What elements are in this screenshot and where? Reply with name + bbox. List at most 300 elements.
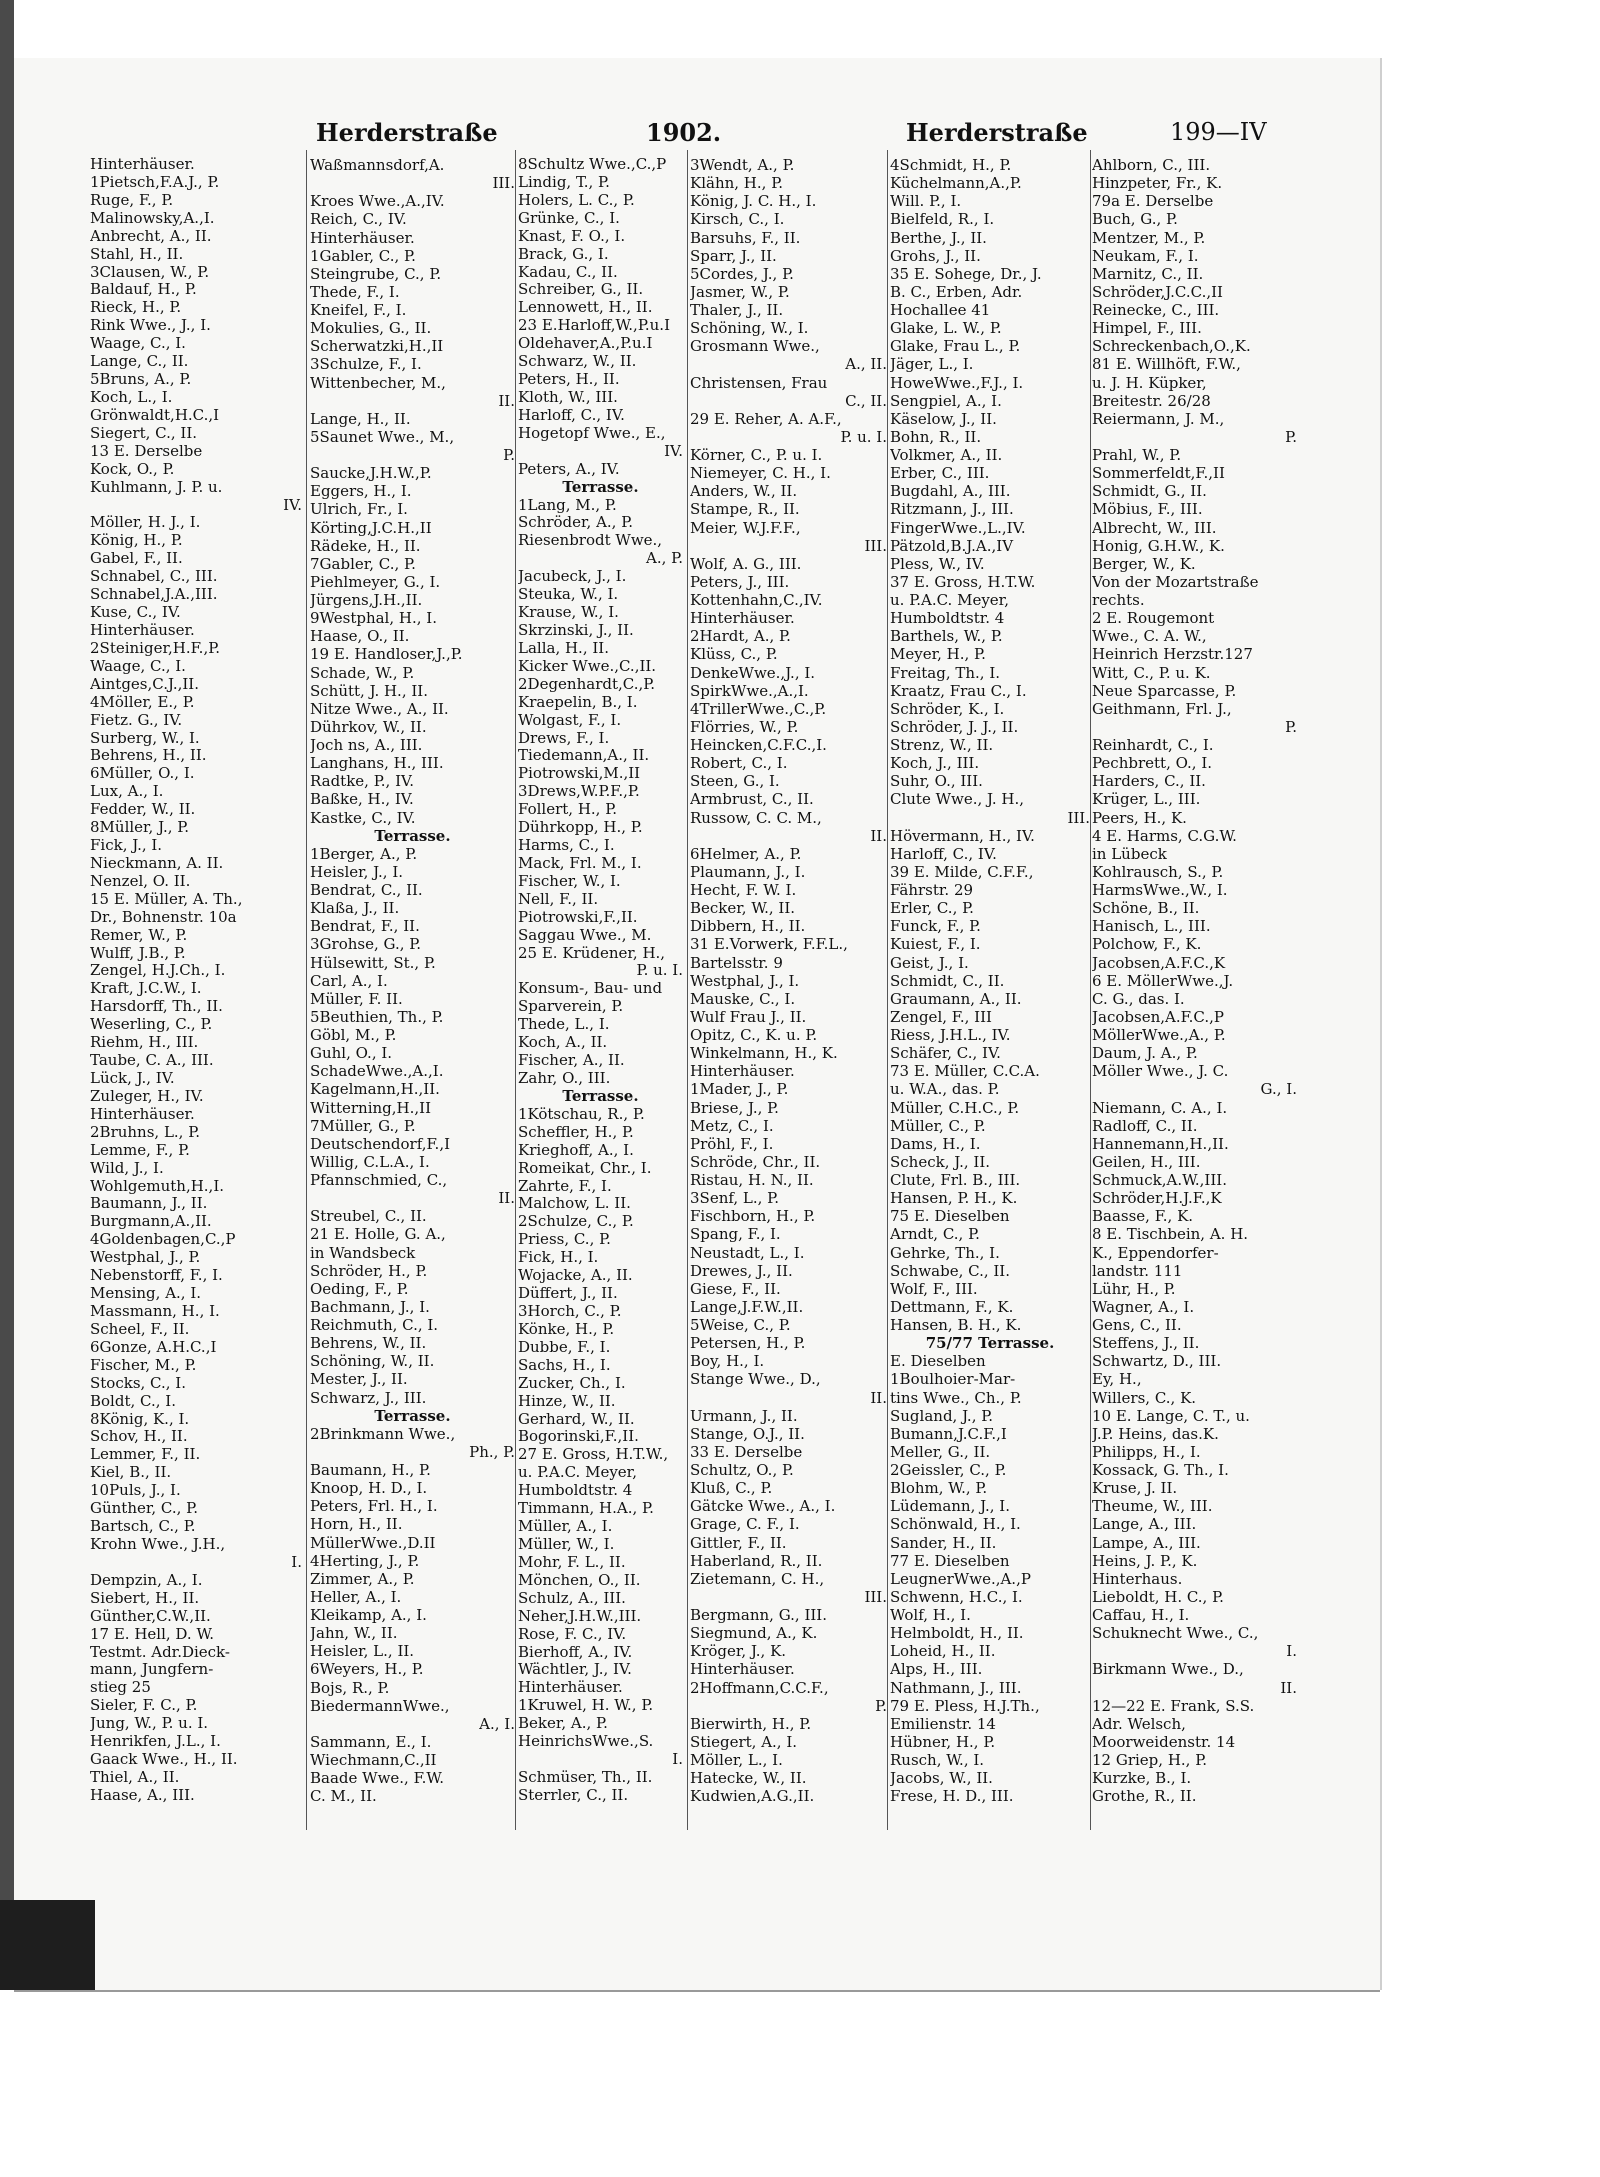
directory-entry: Russow, C. C. M.,: [690, 808, 822, 827]
directory-entry: Krieghoff, A., I.: [518, 1141, 634, 1159]
directory-entry: Müller, A., I.: [518, 1518, 613, 1536]
directory-entry: 3Clausen, W., P.: [90, 263, 210, 281]
directory-entry: Fischborn, H., P.: [690, 1207, 816, 1226]
directory-entry: Kudwien,A.G.,II.: [690, 1787, 815, 1806]
directory-entry: Schwabe, C., II.: [890, 1261, 1010, 1280]
directory-entry: Dührkopp, H., P.: [518, 819, 643, 837]
directory-entry: 1Berger, A., P.: [310, 844, 418, 863]
directory-entry: Koch, L., I.: [90, 388, 173, 406]
directory-entry: Waage, C., I.: [90, 657, 186, 675]
directory-entry: Krüger, L., III.: [1092, 790, 1201, 809]
directory-entry: Honig, G.H.W., K.: [1092, 536, 1225, 555]
directory-entry: Hinterhäuser.: [518, 1679, 623, 1697]
directory-entry: Geist, J., I.: [890, 953, 969, 972]
directory-entry: Hinzpeter, Fr., K.: [1092, 174, 1223, 193]
directory-entry: Stange, O.J., II.: [690, 1424, 805, 1443]
directory-entry: 15 E. Müller, A. Th.,: [90, 890, 243, 908]
directory-entry: 5Weise, C., P.: [690, 1316, 791, 1334]
directory-entry: Witterning,H.,II: [310, 1098, 432, 1117]
directory-entry: u. P.A.C. Meyer,: [890, 591, 1009, 609]
directory-entry: tins Wwe., Ch., P.: [890, 1388, 1022, 1407]
directory-entry: Knoop, H. D., I.: [310, 1479, 428, 1498]
directory-entry: Schröder,H.J.F.,K: [1092, 1189, 1222, 1208]
directory-entry: Baldauf, H., P.: [90, 281, 197, 299]
directory-entry: Meller, G., II.: [890, 1442, 991, 1461]
directory-entry: FingerWwe.,L.,IV.: [890, 518, 1026, 537]
directory-entry: Haberland, R., II.: [690, 1551, 823, 1570]
directory-entry: 10Puls, J., I.: [90, 1482, 181, 1500]
directory-entry: Nathmann, J., III.: [890, 1678, 1022, 1697]
directory-entry: 6Helmer, A., P.: [690, 844, 802, 863]
directory-entry: Knast, F. O., I.: [518, 227, 626, 245]
column-3: [518, 156, 683, 1805]
directory-entry: Kroes Wwe.,A.,IV.: [310, 192, 445, 211]
directory-entry: Harloff, C., IV.: [890, 844, 997, 863]
directory-entry: Bergmann, G., III.: [690, 1606, 827, 1624]
directory-entry: I.: [1286, 1642, 1297, 1661]
directory-entry: A., P.: [646, 550, 683, 568]
directory-entry: Stocks, C., I.: [90, 1374, 186, 1392]
directory-entry: Barthels, W., P.: [890, 627, 1003, 646]
directory-entry: Mohr, F. L., II.: [518, 1553, 626, 1571]
directory-entry: Kottenhahn,C.,IV.: [690, 591, 823, 609]
directory-entry: stieg 25: [90, 1679, 151, 1697]
directory-entry: Geithmann, Frl. J.,: [1092, 699, 1232, 718]
directory-entry: Piotrowski,M.,II: [518, 765, 641, 783]
directory-entry: 4Schmidt, H., P.: [890, 156, 1012, 174]
directory-entry: Bojs, R., P.: [310, 1678, 390, 1697]
directory-entry: Rädeke, H., II.: [310, 536, 421, 555]
directory-entry: Schröde, Chr., II.: [690, 1152, 821, 1171]
directory-entry: Rieck, H., P.: [90, 299, 182, 317]
directory-entry: Breitestr. 26/28: [1092, 391, 1211, 410]
directory-entry: Stange Wwe., D.,: [690, 1370, 821, 1389]
directory-entry: Henrikfen, J.L., I.: [90, 1733, 221, 1751]
directory-entry: Mokulies, G., II.: [310, 319, 432, 338]
directory-entry: Kadau, C., II.: [518, 263, 618, 281]
directory-entry: Jürgens,J.H.,II.: [310, 591, 423, 609]
directory-entry: Bendrat, F., II.: [310, 917, 420, 936]
directory-entry: Terrasse.: [562, 1087, 639, 1105]
directory-entry: Wolf, F., III.: [890, 1279, 978, 1298]
directory-entry: Baade Wwe., F.W.: [310, 1769, 444, 1788]
directory-entry: Schwenn, H.C., I.: [890, 1587, 1023, 1606]
directory-entry: Rink Wwe., J., I.: [90, 317, 211, 335]
directory-entry: Dibbern, H., II.: [690, 917, 806, 936]
directory-entry: 3Senf, L., P.: [690, 1189, 779, 1208]
directory-entry: Baasse, F., K.: [1092, 1207, 1194, 1226]
directory-entry: Zietemann, C. H.,: [690, 1569, 825, 1588]
directory-entry: Barsuhs, F., II.: [690, 228, 801, 247]
directory-entry: Boldt, C., I.: [90, 1392, 176, 1410]
directory-entry: Wiechmann,C.,II: [310, 1751, 437, 1769]
directory-entry: Albrecht, W., III.: [1092, 518, 1217, 537]
directory-entry: Jung, W., P. u. I.: [90, 1715, 209, 1733]
column-rule: [1090, 150, 1091, 1830]
column-1: [90, 156, 302, 1805]
directory-entry: Stampe, R., II.: [690, 500, 800, 519]
directory-entry: Petersen, H., P.: [690, 1334, 806, 1353]
directory-entry: BiedermannWwe.,: [310, 1696, 450, 1715]
directory-entry: in Lübeck: [1092, 844, 1167, 863]
directory-entry: Schade, W., P.: [310, 663, 415, 682]
directory-entry: Schröder, K., I.: [890, 699, 1005, 718]
directory-entry: Kiel, B., II.: [90, 1464, 172, 1482]
directory-entry: Lindig, T., P.: [518, 173, 610, 191]
directory-entry: Neukam, F., I.: [1092, 246, 1199, 265]
directory-entry: Hinterhäuser.: [690, 609, 795, 628]
directory-entry: Möller Wwe., J. C.: [1092, 1062, 1229, 1081]
directory-entry: Kossack, G. Th., I.: [1092, 1461, 1229, 1479]
directory-entry: Aintges,C.J.,II.: [90, 675, 199, 693]
directory-entry: Harloff, C., IV.: [518, 406, 625, 424]
directory-entry: Metz, C., I.: [690, 1116, 774, 1135]
directory-entry: in Wandsbeck: [310, 1243, 416, 1262]
directory-entry: 4Herting, J., P.: [310, 1551, 420, 1570]
directory-entry: Plaumann, J., I.: [690, 862, 806, 881]
directory-entry: Hövermann, H., IV.: [890, 826, 1035, 845]
directory-entry: Riesenbrodt Wwe.,: [518, 532, 663, 550]
directory-entry: Funck, F., P.: [890, 917, 981, 936]
directory-entry: u. J. H. Küpker,: [1092, 373, 1207, 392]
directory-entry: Körner, C., P. u. I.: [690, 446, 823, 464]
directory-entry: Hübner, H., P.: [890, 1732, 996, 1751]
directory-entry: LeugnerWwe.,A.,P: [890, 1569, 1031, 1588]
directory-entry: Saucke,J.H.W.,P.: [310, 464, 432, 483]
directory-entry: Giese, F., II.: [690, 1279, 781, 1298]
directory-entry: Anbrecht, A., II.: [90, 227, 212, 245]
directory-entry: Neher,J.H.W.,III.: [518, 1607, 642, 1625]
directory-entry: SchadeWwe.,A.,I.: [310, 1062, 444, 1081]
directory-entry: Hinterhäuser.: [310, 228, 415, 247]
directory-entry: Wojacke, A., II.: [518, 1267, 633, 1285]
directory-entry: Boy, H., I.: [690, 1352, 765, 1371]
directory-entry: A., II.: [845, 355, 887, 374]
directory-entry: Neustadt, L., I.: [690, 1243, 805, 1262]
directory-entry: 27 E. Gross, H.T.W.,: [518, 1446, 669, 1464]
directory-entry: Helmboldt, H., II.: [890, 1624, 1024, 1643]
directory-entry: Hülsewitt, St., P.: [310, 953, 436, 972]
directory-entry: Drews, F., I.: [518, 729, 610, 747]
directory-entry: Gittler, F., II.: [690, 1533, 787, 1552]
directory-entry: Ph., P.: [469, 1442, 515, 1461]
directory-entry: Oldehaver,A.,P.u.I: [518, 335, 653, 353]
directory-entry: 13 E. Derselbe: [90, 442, 203, 460]
directory-entry: Krause, W., I.: [518, 604, 619, 622]
directory-entry: Steen, G., I.: [690, 772, 780, 791]
directory-entry: 2Hardt, A., P.: [690, 627, 791, 646]
directory-entry: 1Lang, M., P.: [518, 496, 617, 514]
header-street-left: Herderstraße: [316, 118, 498, 147]
directory-entry: Schmüser, Th., II.: [518, 1768, 653, 1786]
directory-entry: Küchelmann,A.,P.: [890, 174, 1022, 193]
directory-entry: Ey, H.,: [1092, 1370, 1142, 1389]
directory-entry: Müller, W., I.: [518, 1535, 615, 1553]
directory-entry: Hanisch, L., III.: [1092, 917, 1211, 936]
directory-entry: Kluß, C., P.: [690, 1479, 773, 1498]
directory-entry: Harsdorff, Th., II.: [90, 998, 223, 1016]
directory-entry: IV.: [283, 496, 302, 514]
directory-entry: Ristau, H. N., II.: [690, 1171, 814, 1189]
directory-entry: Möbius, F., III.: [1092, 500, 1203, 519]
directory-entry: Schulz, A., III.: [518, 1589, 626, 1607]
scan-border-left: [0, 0, 14, 1990]
directory-entry: C., II.: [845, 391, 887, 410]
directory-entry: Krohn Wwe., J.H.,: [90, 1535, 226, 1553]
directory-entry: C. M., II.: [310, 1787, 377, 1806]
directory-entry: Fischer, M., P.: [90, 1356, 197, 1374]
directory-entry: 79 E. Pless, H.J.Th.,: [890, 1696, 1040, 1715]
directory-entry: 4Goldenbagen,C.,P: [90, 1231, 236, 1249]
directory-entry: Rusch, W., I.: [890, 1751, 985, 1769]
directory-entry: G., I.: [1260, 1080, 1297, 1099]
directory-entry: Daum, J. A., P.: [1092, 1044, 1198, 1063]
directory-entry: Jasmer, W., P.: [690, 282, 790, 301]
directory-entry: Schwarz, J., III.: [310, 1388, 427, 1407]
directory-entry: Waßmannsdorf,A.: [310, 156, 445, 174]
directory-entry: Hinterhaus.: [1092, 1569, 1183, 1588]
directory-entry: Sander, H., II.: [890, 1533, 997, 1552]
directory-entry: Gabel, F., II.: [90, 550, 183, 568]
directory-entry: Hatecke, W., II.: [690, 1769, 807, 1788]
directory-entry: Deutschendorf,F.,I: [310, 1134, 451, 1153]
directory-entry: Caffau, H., I.: [1092, 1606, 1190, 1624]
directory-entry: Schönwald, H., I.: [890, 1515, 1021, 1534]
directory-entry: Grothe, R., II.: [1092, 1787, 1197, 1806]
directory-entry: Göbl, M., P.: [310, 1026, 397, 1044]
directory-entry: Schmuck,A.W.,III.: [1092, 1171, 1227, 1189]
directory-entry: 6Weyers, H., P.: [310, 1660, 424, 1679]
directory-entry: 31 E.Vorwerk, F.F.L.,: [690, 935, 848, 954]
directory-entry: Dr., Bohnenstr. 10a: [90, 908, 237, 926]
directory-entry: 12—22 E. Frank, S.S.: [1092, 1696, 1255, 1715]
directory-entry: Frese, H. D., III.: [890, 1787, 1014, 1806]
directory-entry: Lange, C., II.: [90, 353, 189, 371]
directory-entry: I.: [672, 1751, 683, 1769]
directory-entry: Mentzer, M., P.: [1092, 228, 1206, 247]
directory-entry: Reich, C., IV.: [310, 210, 407, 229]
directory-entry: Brack, G., I.: [518, 245, 609, 263]
directory-entry: 3Drews,W.P.F.,P.: [518, 783, 640, 801]
directory-entry: Zimmer, A., P.: [310, 1569, 415, 1588]
directory-entry: Radloff, C., II.: [1092, 1116, 1198, 1135]
directory-entry: K., Eppendorfer-: [1092, 1243, 1219, 1262]
directory-entry: Rose, F. C., IV.: [518, 1625, 627, 1643]
directory-entry: Sachs, H., I.: [518, 1356, 611, 1374]
column-4: [690, 156, 887, 1805]
directory-entry: Fick, H., I.: [518, 1249, 599, 1267]
directory-entry: Thede, F., I.: [310, 282, 400, 301]
directory-entry: rechts.: [1092, 591, 1145, 609]
directory-entry: Buch, G., P.: [1092, 210, 1178, 229]
directory-entry: Hinterhäuser.: [690, 1660, 795, 1679]
directory-entry: Kraft, J.C.W., I.: [90, 980, 202, 998]
directory-entry: Fedder, W., II.: [90, 801, 196, 819]
directory-entry: Schnabel, C., III.: [90, 568, 218, 586]
directory-entry: II.: [1280, 1678, 1297, 1697]
directory-entry: Klähn, H., P.: [690, 174, 784, 193]
directory-entry: 77 E. Dieselben: [890, 1551, 1010, 1570]
directory-entry: Kirsch, C., I.: [690, 210, 785, 229]
directory-entry: Sengpiel, A., I.: [890, 391, 1002, 410]
directory-entry: P. u. I.: [840, 427, 887, 446]
directory-entry: Mester, J., II.: [310, 1370, 408, 1389]
directory-entry: landstr. 111: [1092, 1261, 1183, 1280]
directory-entry: Piehlmeyer, G., I.: [310, 572, 441, 591]
directory-entry: Kloth, W., III.: [518, 388, 618, 406]
directory-entry: Berger, W., K.: [1092, 554, 1196, 573]
directory-entry: Hecht, F. W. I.: [690, 881, 797, 899]
directory-entry: Winkelmann, H., K.: [690, 1044, 838, 1063]
directory-entry: Gaack Wwe., H., II.: [90, 1751, 238, 1769]
directory-entry: 29 E. Reher, A. A.F.,: [690, 409, 842, 428]
directory-entry: Schöning, W., I.: [690, 319, 809, 338]
directory-entry: 81 E. Willhöft, F.W.,: [1092, 355, 1241, 374]
directory-entry: Tiedemann,A., II.: [518, 747, 650, 765]
directory-entry: Peers, H., K.: [1092, 808, 1187, 827]
directory-entry: Heins, J. P., K.: [1092, 1551, 1198, 1570]
directory-entry: Wächtler, J., IV.: [518, 1661, 632, 1679]
directory-entry: Saggau Wwe., M.: [518, 926, 652, 944]
directory-entry: 3Schulze, F., I.: [310, 355, 422, 374]
directory-entry: MöllerWwe.,A., P.: [1092, 1026, 1226, 1044]
directory-entry: Carl, A., I.: [310, 971, 388, 990]
directory-entry: Terrasse.: [374, 826, 451, 845]
directory-entry: Kneifel, F., I.: [310, 301, 407, 319]
directory-entry: 25 E. Krüdener, H.,: [518, 944, 666, 962]
directory-entry: 2Degenhardt,C.,P.: [518, 675, 656, 693]
directory-entry: Volkmer, A., II.: [890, 446, 1003, 464]
directory-entry: Fischer, A., II.: [518, 1052, 625, 1070]
directory-entry: Steingrube, C., P.: [310, 264, 442, 283]
directory-entry: Jacobsen,A.F.C.,K: [1092, 953, 1226, 972]
directory-entry: 6Gonze, A.H.C.,I: [90, 1338, 217, 1356]
directory-entry: Bierwirth, H., P.: [690, 1714, 812, 1733]
column-6: [1092, 156, 1297, 1805]
directory-entry: Fietz. G., IV.: [90, 711, 183, 729]
directory-entry: Peters, H., II.: [518, 371, 620, 389]
directory-entry: Adr. Welsch,: [1092, 1714, 1186, 1733]
directory-entry: Meyer, H., P.: [890, 645, 986, 664]
directory-entry: Müller, C., P.: [890, 1116, 986, 1135]
directory-entry: 4Möller, E., P.: [90, 693, 195, 711]
directory-entry: Zuleger, H., IV.: [90, 1087, 204, 1105]
directory-entry: Holers, L. C., P.: [518, 191, 635, 209]
directory-entry: B. C., Erben, Adr.: [890, 282, 1023, 301]
directory-entry: Birkmann Wwe., D.,: [1092, 1660, 1244, 1679]
directory-entry: 6 E. MöllerWwe.,J.: [1092, 971, 1234, 990]
directory-entry: Schwarz, W., II.: [518, 353, 637, 371]
directory-entry: Willers, C., K.: [1092, 1388, 1197, 1407]
directory-entry: Lemmer, F., II.: [90, 1446, 201, 1464]
directory-entry: Klaßa, J., II.: [310, 899, 400, 918]
directory-entry: Erber, C., III.: [890, 464, 990, 483]
directory-entry: Hinterhäuser.: [90, 1105, 195, 1123]
directory-entry: 73 E. Müller, C.C.A.: [890, 1062, 1040, 1081]
directory-entry: Eggers, H., I.: [310, 482, 412, 501]
column-rule: [515, 150, 516, 1830]
directory-entry: Scheel, F., II.: [90, 1320, 190, 1338]
directory-entry: Malinowsky,A.,I.: [90, 209, 215, 227]
directory-entry: Humboldtstr. 4: [518, 1482, 633, 1500]
directory-entry: Heisler, L., II.: [310, 1642, 415, 1661]
directory-entry: Käselow, J., II.: [890, 409, 997, 428]
directory-entry: HeinrichsWwe.,S.: [518, 1733, 654, 1751]
directory-entry: Wagner, A., I.: [1092, 1297, 1195, 1316]
directory-entry: Möller, H. J., I.: [90, 514, 201, 532]
directory-entry: Nitze Wwe., A., II.: [310, 699, 449, 718]
directory-entry: 1Mader, J., P.: [690, 1080, 789, 1099]
directory-entry: Zengel, H.J.Ch., I.: [90, 962, 226, 980]
directory-entry: Peters, A., IV.: [518, 460, 620, 478]
directory-entry: Nebenstorff, F., I.: [90, 1267, 223, 1285]
directory-entry: 33 E. Derselbe: [690, 1442, 803, 1461]
directory-entry: Pless, W., IV.: [890, 554, 985, 573]
directory-entry: Klüss, C., P.: [690, 645, 778, 664]
directory-entry: Emilienstr. 14: [890, 1714, 996, 1733]
directory-entry: Bendrat, C., II.: [310, 881, 423, 899]
directory-entry: Bumann,J.C.F.,I: [890, 1424, 1007, 1443]
directory-entry: Fährstr. 29: [890, 881, 974, 899]
directory-entry: Testmt. Adr.Dieck-: [90, 1643, 230, 1661]
directory-entry: Neue Sparcasse, P.: [1092, 681, 1237, 700]
directory-entry: 2 E. Rougemont: [1092, 609, 1215, 628]
directory-entry: MüllerWwe.,D.II: [310, 1533, 436, 1552]
directory-entry: Schov, H., II.: [90, 1428, 188, 1446]
directory-entry: Körting,J.C.H.,II: [310, 518, 432, 537]
page-number: 199—IV: [1170, 118, 1267, 146]
directory-entry: II.: [498, 391, 515, 410]
directory-entry: Dams, H., I.: [890, 1134, 981, 1153]
directory-entry: Waage, C., I.: [90, 335, 186, 353]
directory-entry: 7Müller, G., P.: [310, 1116, 416, 1135]
directory-entry: Romeikat, Chr., I.: [518, 1159, 652, 1177]
directory-entry: III.: [864, 536, 887, 555]
directory-entry: Peters, J., III.: [690, 572, 790, 591]
directory-entry: Arndt, C., P.: [890, 1225, 980, 1244]
directory-entry: Jacobs, W., II.: [890, 1769, 993, 1788]
directory-entry: Kuiest, F., I.: [890, 935, 981, 954]
directory-entry: 8 E. Tischbein, A. H.: [1092, 1225, 1249, 1244]
directory-entry: Westphal, J., P.: [90, 1249, 201, 1267]
directory-entry: Fischer, W., I.: [518, 872, 621, 890]
directory-entry: Schmidt, C., II.: [890, 971, 1005, 990]
directory-entry: Skrzinski, J., II.: [518, 621, 634, 639]
directory-entry: Himpel, F., III.: [1092, 319, 1202, 338]
directory-entry: 17 E. Hell, D. W.: [90, 1625, 215, 1643]
directory-entry: Grünke, C., I.: [518, 209, 620, 227]
directory-entry: Meier, W.J.F.F.,: [690, 518, 801, 537]
directory-entry: Niemann, C. A., I.: [1092, 1098, 1228, 1117]
directory-entry: DenkeWwe.,J., I.: [690, 663, 816, 682]
directory-entry: Kohlrausch, S., P.: [1092, 862, 1224, 881]
directory-entry: Hochallee 41: [890, 301, 991, 319]
directory-entry: Hinterhäuser.: [90, 621, 195, 639]
directory-entry: Kleikamp, A., I.: [310, 1606, 427, 1624]
directory-entry: Anders, W., II.: [690, 482, 798, 501]
directory-entry: 2Hoffmann,C.C.F.,: [690, 1678, 829, 1697]
directory-entry: Clute Wwe., J. H.,: [890, 790, 1025, 809]
directory-entry: Moorweidenstr. 14: [1092, 1732, 1236, 1751]
directory-entry: Schuknecht Wwe., C.,: [1092, 1624, 1259, 1643]
directory-entry: mann, Jungfern-: [90, 1661, 214, 1679]
directory-entry: Lalla, H., II.: [518, 639, 609, 657]
directory-entry: Massmann, H., I.: [90, 1303, 220, 1320]
directory-entry: III.: [864, 1587, 887, 1606]
directory-entry: 75/77 Terrasse.: [925, 1334, 1055, 1353]
directory-entry: Heinrich Herzstr.127: [1092, 645, 1253, 664]
directory-entry: Grohs, J., II.: [890, 246, 981, 265]
